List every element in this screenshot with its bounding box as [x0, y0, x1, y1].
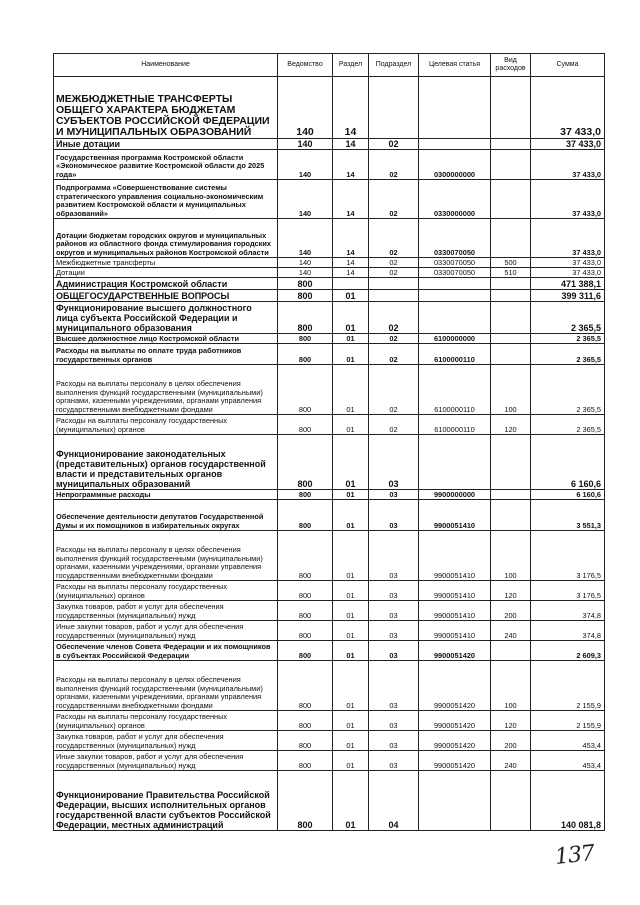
cell-podrazdel: 03	[369, 661, 419, 711]
table-row	[54, 415, 605, 435]
cell-celevaya: 6100000110	[419, 415, 491, 435]
cell-name: Администрация Костромской области	[54, 278, 278, 290]
cell-vid	[491, 344, 531, 365]
cell-summa: 2 365,5	[531, 415, 605, 435]
cell-summa: 6 160,6	[531, 490, 605, 500]
header-vid: Вид расходов	[491, 54, 531, 77]
cell-razdel: 01	[333, 435, 369, 490]
cell-name: Высшее должностное лицо Костромской области	[54, 334, 278, 344]
cell-summa: 374,8	[531, 601, 605, 621]
cell-vid: 200	[491, 601, 531, 621]
cell-razdel: 01	[333, 641, 369, 661]
cell-ved: 800	[278, 365, 333, 415]
cell-name: Расходы на выплаты персоналу государственных (муниципальных) органов	[54, 415, 278, 435]
cell-celevaya: 9900051410	[419, 581, 491, 601]
cell-vid	[491, 490, 531, 500]
cell-vid	[491, 641, 531, 661]
cell-ved: 140	[278, 139, 333, 150]
cell-ved: 800	[278, 771, 333, 831]
cell-ved: 800	[278, 581, 333, 601]
cell-summa: 374,8	[531, 621, 605, 641]
header-celevaya: Целевая статья	[419, 54, 491, 77]
cell-celevaya	[419, 302, 491, 334]
cell-celevaya: 6100000110	[419, 365, 491, 415]
cell-celevaya	[419, 77, 491, 139]
cell-name: Подпрограмма «Совершенствование системы стратегического управления социально-экономическим развитием Костромской области и муниципальных образований»	[54, 180, 278, 219]
cell-celevaya	[419, 290, 491, 302]
cell-ved: 140	[278, 219, 333, 258]
cell-summa: 453,4	[531, 751, 605, 771]
cell-razdel: 01	[333, 302, 369, 334]
cell-podrazdel: 02	[369, 334, 419, 344]
cell-vid	[491, 139, 531, 150]
cell-summa: 471 388,1	[531, 278, 605, 290]
cell-summa: 3 176,5	[531, 531, 605, 581]
cell-razdel: 01	[333, 711, 369, 731]
cell-vid	[491, 302, 531, 334]
cell-podrazdel: 03	[369, 500, 419, 531]
cell-summa: 399 311,6	[531, 290, 605, 302]
cell-podrazdel: 03	[369, 641, 419, 661]
cell-vid: 120	[491, 581, 531, 601]
cell-name: Государственная программа Костромской области «Экономическое развитие Костромской области до 2025 года»	[54, 150, 278, 180]
cell-ved: 800	[278, 711, 333, 731]
header-name: Наименование	[54, 54, 278, 77]
table-row	[54, 258, 605, 268]
cell-podrazdel: 03	[369, 731, 419, 751]
cell-razdel: 14	[333, 258, 369, 268]
cell-celevaya: 0330070050	[419, 258, 491, 268]
budget-document	[53, 53, 604, 831]
cell-summa: 2 155,9	[531, 661, 605, 711]
cell-vid	[491, 219, 531, 258]
cell-vid	[491, 771, 531, 831]
cell-vid: 120	[491, 711, 531, 731]
cell-ved: 800	[278, 500, 333, 531]
table-row	[54, 581, 605, 601]
cell-podrazdel: 02	[369, 258, 419, 268]
cell-name: ОБЩЕГОСУДАРСТВЕННЫЕ ВОПРОСЫ	[54, 290, 278, 302]
table-row	[54, 278, 605, 290]
cell-celevaya: 9900051420	[419, 661, 491, 711]
cell-ved: 800	[278, 290, 333, 302]
cell-razdel: 01	[333, 621, 369, 641]
table-row	[54, 641, 605, 661]
cell-razdel: 01	[333, 661, 369, 711]
cell-celevaya: 9900000000	[419, 490, 491, 500]
cell-podrazdel: 02	[369, 344, 419, 365]
cell-name: Функционирование законодательных (представительных) органов государственной власти и представительных органов муниципальных образований	[54, 435, 278, 490]
cell-name: Расходы на выплаты персоналу государственных (муниципальных) органов	[54, 711, 278, 731]
cell-vid	[491, 290, 531, 302]
cell-vid	[491, 278, 531, 290]
cell-celevaya: 9900051420	[419, 751, 491, 771]
cell-celevaya: 0330000000	[419, 180, 491, 219]
cell-name: Иные закупки товаров, работ и услуг для обеспечения государственных (муниципальных) нужд	[54, 621, 278, 641]
table-row	[54, 490, 605, 500]
cell-ved: 800	[278, 415, 333, 435]
table-row	[54, 302, 605, 334]
cell-celevaya: 9900051420	[419, 641, 491, 661]
budget-table	[53, 53, 605, 831]
cell-vid	[491, 180, 531, 219]
header-ved: Ведомство	[278, 54, 333, 77]
header-summa: Сумма	[531, 54, 605, 77]
cell-name: Непрограммные расходы	[54, 490, 278, 500]
cell-podrazdel: 02	[369, 150, 419, 180]
cell-vid: 120	[491, 415, 531, 435]
cell-podrazdel	[369, 290, 419, 302]
cell-ved: 140	[278, 258, 333, 268]
cell-razdel: 01	[333, 601, 369, 621]
cell-ved: 800	[278, 531, 333, 581]
table-row	[54, 435, 605, 490]
cell-razdel: 01	[333, 365, 369, 415]
cell-ved: 800	[278, 334, 333, 344]
table-row	[54, 751, 605, 771]
cell-podrazdel: 02	[369, 139, 419, 150]
cell-celevaya: 9900051420	[419, 711, 491, 731]
cell-celevaya	[419, 771, 491, 831]
cell-ved: 140	[278, 150, 333, 180]
cell-summa: 37 433,0	[531, 268, 605, 278]
cell-name: Обеспечение деятельности депутатов Государственной Думы и их помощников в избирательных округах	[54, 500, 278, 531]
cell-vid	[491, 435, 531, 490]
cell-ved: 800	[278, 641, 333, 661]
table-row	[54, 601, 605, 621]
cell-name: Дотации	[54, 268, 278, 278]
table-row	[54, 139, 605, 150]
cell-razdel: 14	[333, 139, 369, 150]
cell-podrazdel: 02	[369, 268, 419, 278]
cell-vid	[491, 500, 531, 531]
cell-celevaya: 9900051420	[419, 731, 491, 751]
table-row	[54, 661, 605, 711]
cell-podrazdel: 02	[369, 219, 419, 258]
cell-summa: 2 365,5	[531, 344, 605, 365]
cell-celevaya	[419, 139, 491, 150]
table-row	[54, 334, 605, 344]
cell-razdel: 14	[333, 219, 369, 258]
cell-name: Закупка товаров, работ и услуг для обеспечения государственных (муниципальных) нужд	[54, 731, 278, 751]
cell-celevaya: 9900051410	[419, 531, 491, 581]
cell-summa: 37 433,0	[531, 258, 605, 268]
cell-summa: 37 433,0	[531, 150, 605, 180]
cell-summa: 453,4	[531, 731, 605, 751]
cell-razdel: 01	[333, 415, 369, 435]
cell-summa: 140 081,8	[531, 771, 605, 831]
cell-podrazdel: 02	[369, 365, 419, 415]
table-row	[54, 180, 605, 219]
cell-celevaya: 9900051410	[419, 601, 491, 621]
cell-vid: 240	[491, 621, 531, 641]
cell-razdel: 14	[333, 268, 369, 278]
table-row	[54, 268, 605, 278]
cell-podrazdel: 02	[369, 180, 419, 219]
cell-razdel: 14	[333, 180, 369, 219]
cell-celevaya: 9900051410	[419, 500, 491, 531]
table-header-row	[54, 54, 605, 77]
table-row	[54, 344, 605, 365]
table-row	[54, 219, 605, 258]
cell-vid: 100	[491, 365, 531, 415]
table-row	[54, 290, 605, 302]
cell-podrazdel	[369, 77, 419, 139]
cell-podrazdel: 03	[369, 435, 419, 490]
cell-vid: 510	[491, 268, 531, 278]
cell-ved: 800	[278, 278, 333, 290]
cell-ved: 140	[278, 268, 333, 278]
cell-podrazdel: 03	[369, 621, 419, 641]
handwritten-page-number: 137	[553, 841, 596, 870]
cell-name: Функционирование высшего должностного лица субъекта Российской Федерации и муниципального образования	[54, 302, 278, 334]
cell-name: Расходы на выплаты персоналу в целях обеспечения выполнения функций государственными (муниципальными) органами, казенными учреждениями, органами управления государственными внебюджетными фондами	[54, 531, 278, 581]
cell-summa: 2 365,5	[531, 334, 605, 344]
cell-name: Расходы на выплаты персоналу в целях обеспечения выполнения функций государственными (муниципальными) органами, казенными учреждениями, органами управления государственными внебюджетными фондами	[54, 661, 278, 711]
cell-summa: 2 155,9	[531, 711, 605, 731]
cell-celevaya: 0300000000	[419, 150, 491, 180]
cell-celevaya: 0330070050	[419, 268, 491, 278]
cell-name: Расходы на выплаты персоналу в целях обеспечения выполнения функций государственными (муниципальными) органами, казенными учреждениями, органами управления государственными внебюджетными фондами	[54, 365, 278, 415]
cell-summa: 3 176,5	[531, 581, 605, 601]
cell-name: Функционирование Правительства Российской Федерации, высших исполнительных органов государственной власти субъектов Российской Федерации, местных администраций	[54, 771, 278, 831]
table-row	[54, 150, 605, 180]
cell-name: Закупка товаров, работ и услуг для обеспечения государственных (муниципальных) нужд	[54, 601, 278, 621]
cell-podrazdel: 02	[369, 415, 419, 435]
table-row	[54, 531, 605, 581]
cell-ved: 800	[278, 435, 333, 490]
cell-vid	[491, 150, 531, 180]
table-row	[54, 365, 605, 415]
cell-vid: 100	[491, 661, 531, 711]
cell-name: Иные дотации	[54, 139, 278, 150]
cell-celevaya	[419, 278, 491, 290]
cell-razdel: 01	[333, 581, 369, 601]
cell-razdel: 01	[333, 731, 369, 751]
cell-summa: 37 433,0	[531, 77, 605, 139]
cell-celevaya: 9900051410	[419, 621, 491, 641]
cell-summa: 6 160,6	[531, 435, 605, 490]
table-row	[54, 771, 605, 831]
cell-podrazdel: 03	[369, 531, 419, 581]
cell-razdel: 01	[333, 771, 369, 831]
cell-razdel: 01	[333, 490, 369, 500]
cell-ved: 140	[278, 77, 333, 139]
cell-vid: 100	[491, 531, 531, 581]
cell-summa: 37 433,0	[531, 139, 605, 150]
cell-summa: 2 365,5	[531, 365, 605, 415]
cell-razdel: 01	[333, 290, 369, 302]
cell-vid: 500	[491, 258, 531, 268]
cell-ved: 800	[278, 302, 333, 334]
cell-razdel: 01	[333, 751, 369, 771]
cell-ved: 800	[278, 731, 333, 751]
cell-summa: 3 551,3	[531, 500, 605, 531]
cell-podrazdel: 03	[369, 490, 419, 500]
cell-ved: 800	[278, 661, 333, 711]
cell-ved: 800	[278, 601, 333, 621]
cell-name: Расходы на выплаты персоналу государственных (муниципальных) органов	[54, 581, 278, 601]
table-row	[54, 711, 605, 731]
cell-podrazdel: 03	[369, 601, 419, 621]
cell-ved: 800	[278, 751, 333, 771]
cell-celevaya: 6100000000	[419, 334, 491, 344]
cell-name: МЕЖБЮДЖЕТНЫЕ ТРАНСФЕРТЫ ОБЩЕГО ХАРАКТЕРА БЮДЖЕТАМ СУБЪЕКТОВ РОССИЙСКОЙ ФЕДЕРАЦИИ И МУНИЦИПАЛЬНЫХ ОБРАЗОВАНИЙ	[54, 77, 278, 139]
cell-celevaya: 6100000110	[419, 344, 491, 365]
cell-podrazdel: 03	[369, 581, 419, 601]
cell-ved: 800	[278, 344, 333, 365]
cell-podrazdel: 02	[369, 302, 419, 334]
cell-ved: 800	[278, 490, 333, 500]
cell-vid	[491, 77, 531, 139]
cell-ved: 140	[278, 180, 333, 219]
cell-name: Обеспечение членов Совета Федерации и их помощников в субъектах Российской Федерации	[54, 641, 278, 661]
cell-summa: 37 433,0	[531, 219, 605, 258]
table-row	[54, 621, 605, 641]
cell-celevaya: 0330070050	[419, 219, 491, 258]
cell-celevaya	[419, 435, 491, 490]
cell-vid	[491, 334, 531, 344]
cell-razdel: 14	[333, 77, 369, 139]
table-body	[54, 77, 605, 831]
cell-summa: 2 609,3	[531, 641, 605, 661]
header-razdel: Раздел	[333, 54, 369, 77]
cell-razdel: 01	[333, 531, 369, 581]
cell-razdel: 01	[333, 334, 369, 344]
cell-podrazdel: 04	[369, 771, 419, 831]
table-row	[54, 77, 605, 139]
cell-name: Расходы на выплаты по оплате труда работников государственных органов	[54, 344, 278, 365]
cell-podrazdel: 03	[369, 711, 419, 731]
cell-name: Межбюджетные трансферты	[54, 258, 278, 268]
cell-razdel: 01	[333, 500, 369, 531]
cell-razdel: 01	[333, 344, 369, 365]
header-podrazdel: Подраздел	[369, 54, 419, 77]
cell-razdel: 14	[333, 150, 369, 180]
cell-vid: 200	[491, 731, 531, 751]
cell-razdel	[333, 278, 369, 290]
cell-vid: 240	[491, 751, 531, 771]
cell-summa: 37 433,0	[531, 180, 605, 219]
cell-name: Дотации бюджетам городских округов и муниципальных районов из областного фонда стимулирования городских округов и муниципальных районов Костромской области	[54, 219, 278, 258]
cell-podrazdel: 03	[369, 751, 419, 771]
cell-summa: 2 365,5	[531, 302, 605, 334]
table-row	[54, 500, 605, 531]
cell-ved: 800	[278, 621, 333, 641]
cell-name: Иные закупки товаров, работ и услуг для обеспечения государственных (муниципальных) нужд	[54, 751, 278, 771]
table-row	[54, 731, 605, 751]
cell-podrazdel	[369, 278, 419, 290]
